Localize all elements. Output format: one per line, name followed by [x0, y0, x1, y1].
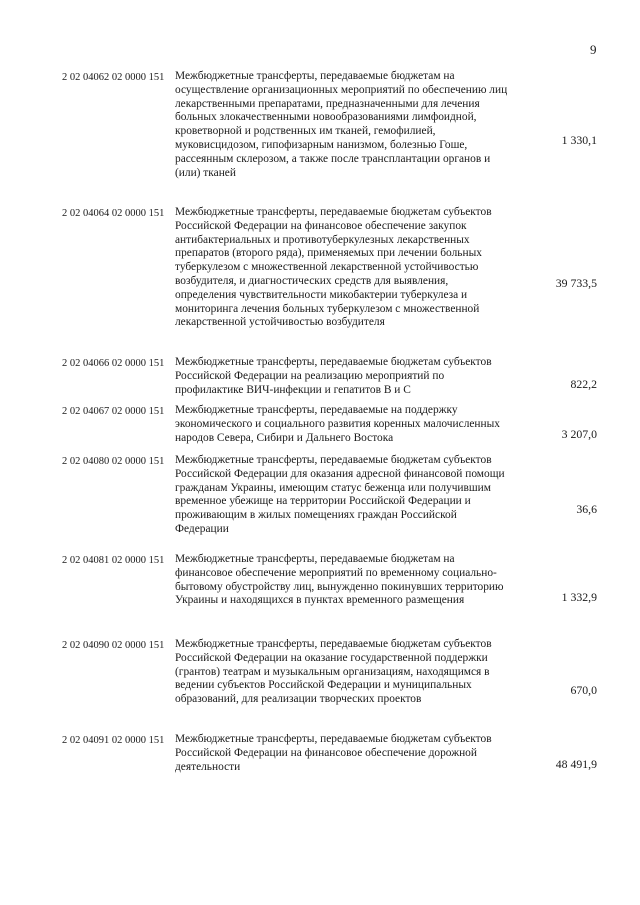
- row-code: 2 02 04062 02 0000 151: [62, 72, 165, 83]
- row-amount: 1 330,1: [561, 133, 597, 147]
- row-amount: 3 207,0: [561, 427, 597, 441]
- row-amount: 822,2: [570, 377, 597, 391]
- row-description: Межбюджетные трансферты, передаваемые бюджетам на осуществление организационных мероприятий по обеспечению лиц лекарственными препаратами, предназначенными для лечения больных злокачественными новообразованиями лимфоидной, кроветворной и родственных им тканей, гемофилией, муковисцидозом, гипофизарным нанизмом, болезнью Гоше, рассеянным склерозом, а также после трансплантации органов и (или) тканей: [175, 70, 508, 179]
- row-code: 2 02 04066 02 0000 151: [62, 358, 165, 369]
- row-code: 2 02 04091 02 0000 151: [62, 735, 165, 746]
- row-description: Межбюджетные трансферты, передаваемые бюджетам субъектов Российской Федерации на финансовое обеспечение дорожной деятельности: [175, 733, 492, 773]
- row-code: 2 02 04080 02 0000 151: [62, 456, 165, 467]
- page-number: 9: [590, 42, 597, 57]
- row-description: Межбюджетные трансферты, передаваемые бюджетам субъектов Российской Федерации на оказание государственной поддержки (грантов) театрам и музыкальным организациям, находящимся в ведении субъектов Российской Федерации и муниципальных образований, для реализации творческих проектов: [175, 638, 492, 706]
- row-amount: 36,6: [576, 502, 597, 516]
- row-description: Межбюджетные трансферты, передаваемые бюджетам субъектов Российской Федерации на финансовое обеспечение закупок антибактериальных и противотуберкулезных лекарственных препаратов (второго ряда), применяемых при лечении больных туберкулезом с множественной лекарственной устойчивостью возбудителя, и диагностических средств для выявления, определения чувствительности микобактерии туберкулеза и мониторинга лечения больных туберкулезом с множественной лекарственной устойчивостью возбудителя: [175, 206, 492, 329]
- row-amount: 670,0: [570, 683, 597, 697]
- row-description: Межбюджетные трансферты, передаваемые бюджетам субъектов Российской Федерации для оказания адресной финансовой помощи гражданам Украины, имеющим статус беженца или получившим временное убежище на территории Российской Федерации и проживающим в жилых помещениях граждан Российской Федерации: [175, 454, 505, 535]
- row-description: Межбюджетные трансферты, передаваемые бюджетам субъектов Российской Федерации на реализацию мероприятий по профилактике ВИЧ-инфекции и гепатитов В и С: [175, 356, 492, 396]
- row-code: 2 02 04081 02 0000 151: [62, 555, 165, 566]
- row-amount: 48 491,9: [555, 757, 597, 771]
- row-amount: 1 332,9: [561, 590, 597, 604]
- row-description: Межбюджетные трансферты, передаваемые на поддержку экономического и социального развития коренных малочисленных народов Севера, Сибири и Дальнего Востока: [175, 404, 500, 444]
- row-code: 2 02 04064 02 0000 151: [62, 208, 165, 219]
- row-description: Межбюджетные трансферты, передаваемые бюджетам на финансовое обеспечение мероприятий по временному социально-бытовому обустройству лиц, вынужденно покинувших территорию Украины и находящихся в пунктах временного размещения: [175, 553, 504, 607]
- row-code: 2 02 04067 02 0000 151: [62, 406, 165, 417]
- row-amount: 39 733,5: [555, 276, 597, 290]
- row-code: 2 02 04090 02 0000 151: [62, 640, 165, 651]
